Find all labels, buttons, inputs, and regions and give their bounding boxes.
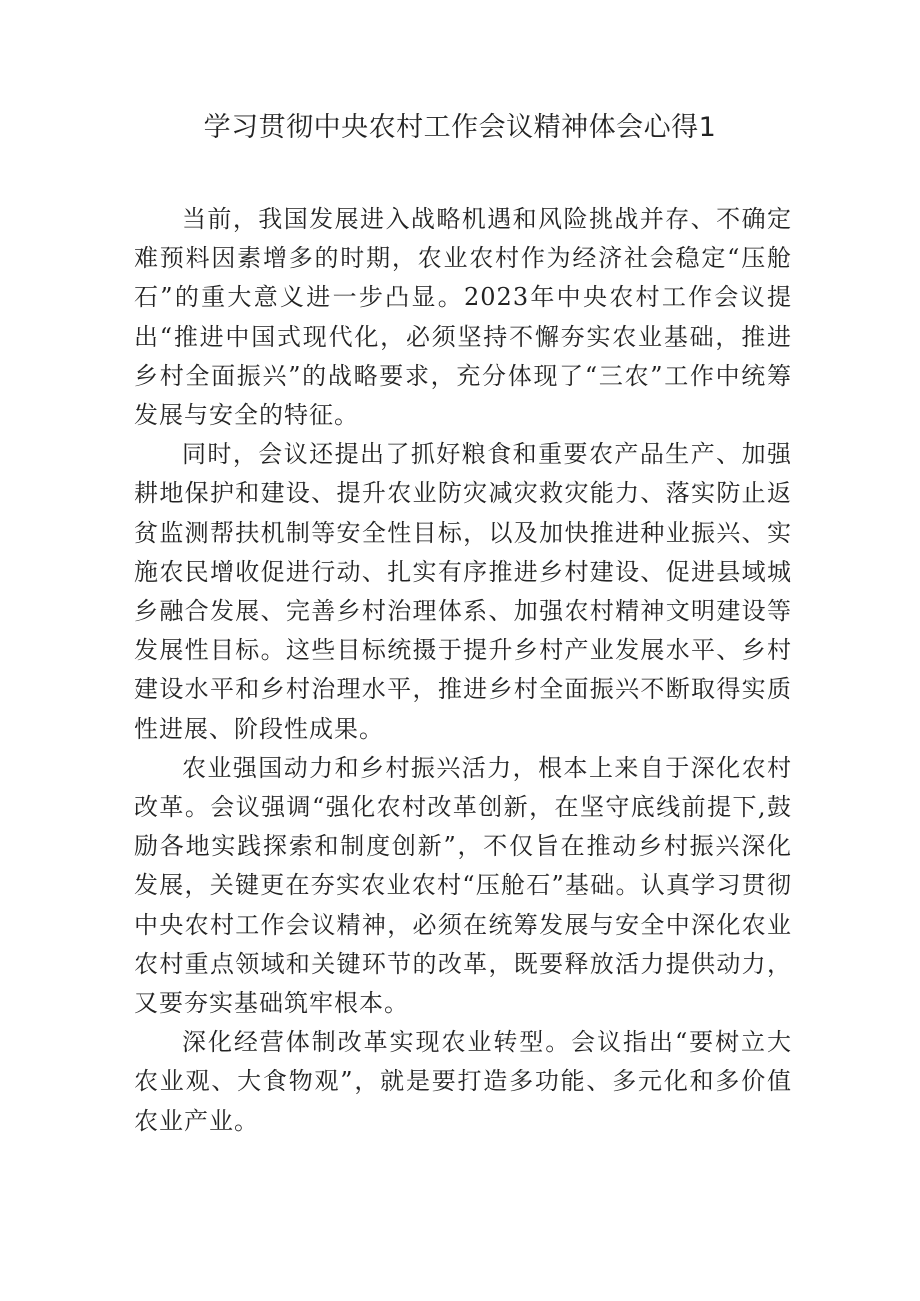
document-title: 学习贯彻中央农村工作会议精神体会心得1 bbox=[203, 112, 717, 143]
paragraph: 同时，会议还提出了抓好粮食和重要农产品生产、加强耕地保护和建设、提升农业防灾减灾救灾能力、落实防止返贫监测帮扶机制等安全性目标，以及加快推进种业振兴、实施农民增收促进行动、扎实有序推进乡村建设、促进县域城乡融合发展、完善乡村治理体系、加强农村精神文明建设等发展性目标。这些目标统摄于提升乡村产业发展水平、乡村建设水平和乡村治理水平，推进乡村全面振兴不断取得实质性进展、阶段性成果。 bbox=[134, 440, 792, 743]
paragraph: 农业强国动力和乡村振兴活力，根本上来自于深化农村改革。会议强调“强化农村改革创新，在坚守底线前提下,鼓励各地实践探索和制度创新”，不仅旨在推动乡村振兴深化发展，关键更在夯实农业农村“压舱石”基础。认真学习贯彻中央农村工作会议精神，必须在统筹发展与安全中深化农业农村重点领域和关键环节的改革，既要释放活力提供动力，又要夯实基础筑牢根本。 bbox=[134, 753, 792, 1018]
paragraph: 当前，我国发展进入战略机遇和风险挑战并存、不确定难预料因素增多的时期，农业农村作为经济社会稳定“压舱石”的重大意义进一步凸显。2023年中央农村工作会议提出“推进中国式现代化，必须坚持不懈夯实农业基础，推进乡村全面振兴”的战略要求，充分体现了“三农”工作中统筹发展与安全的特征。 bbox=[134, 205, 792, 430]
paragraph: 深化经营体制改革实现农业转型。会议指出“要树立大农业观、大食物观”，就是要打造多功能、多元化和多价值农业产业。 bbox=[134, 1028, 792, 1135]
document-body bbox=[134, 200, 792, 1141]
